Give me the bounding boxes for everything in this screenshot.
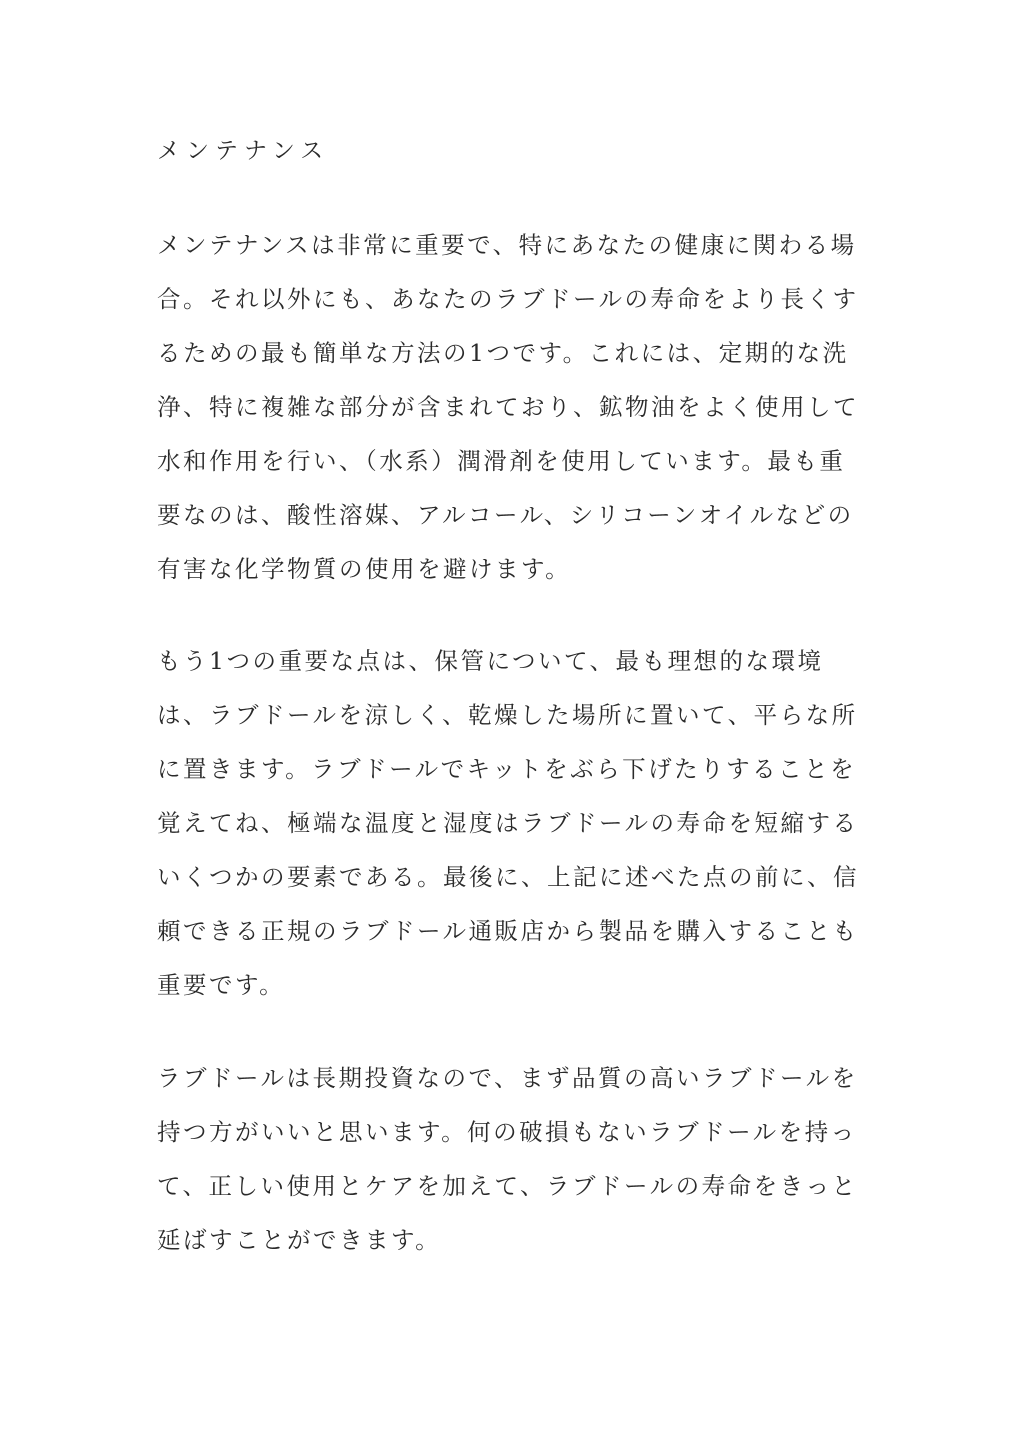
paragraph-line: 要なのは、酸性溶媒、アルコール、シリコーンオイルなどの [157, 501, 854, 529]
paragraph-line: ラブドールは長期投資なので、まず品質の高いラブドールを [157, 1064, 858, 1092]
paragraph-line: もう1つの重要な点は、保管について、最も理想的な環境 [157, 647, 824, 675]
paragraph-line: 覚えてね、極端な温度と湿度はラブドールの寿命を短縮する [157, 809, 859, 837]
paragraph-line: メンテナンスは非常に重要で、特にあなたの健康に関わる場 [157, 231, 857, 259]
paragraph-line: るための最も簡単な方法の1つです。これには、定期的な洗 [157, 339, 849, 367]
paragraph-line: に置きます。ラブドールでキットをぶら下げたりすることを [157, 755, 857, 783]
paragraph-line: 頼できる正規のラブドール通販店から製品を購入することも [157, 917, 859, 945]
paragraph-line: は、ラブドールを涼しく、乾燥した場所に置いて、平らな所 [157, 701, 858, 729]
paragraph-line: て、正しい使用とケアを加えて、ラブドールの寿命をきっと [157, 1172, 858, 1200]
page-title: メンテナンス [157, 138, 330, 164]
paragraph-line: 水和作用を行い、（水系）潤滑剤を使用しています。最も重 [157, 447, 846, 475]
paragraph-line: 合。それ以外にも、あなたのラブドールの寿命をより長くす [157, 285, 859, 313]
paragraph-line: 重要です。 [157, 971, 286, 999]
paragraph-line: 有害な化学物質の使用を避けます。 [157, 555, 572, 583]
paragraph-line: 持つ方がいいと思います。何の破損もないラブドールを持っ [157, 1118, 857, 1146]
paragraph-long-term-investment [157, 1051, 857, 1267]
paragraph-line: 浄、特に複雑な部分が含まれており、鉱物油をよく使用して [157, 393, 859, 421]
paragraph-line: いくつかの要素である。最後に、上記に述べた点の前に、信 [157, 863, 859, 891]
paragraph-maintenance-importance [157, 218, 857, 596]
paragraph-storage [157, 634, 857, 1012]
paragraph-line: 延ばすことができます。 [157, 1226, 442, 1254]
